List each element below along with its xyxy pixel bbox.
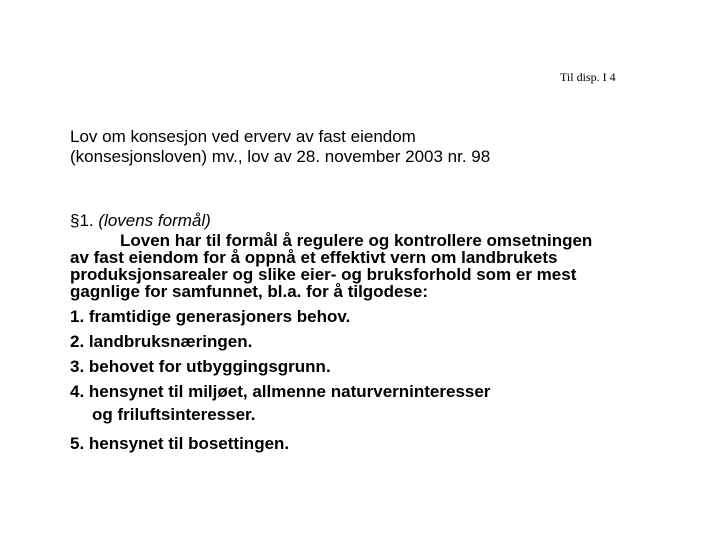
purpose-list bbox=[70, 304, 690, 456]
section-1 bbox=[70, 210, 690, 456]
list-item: 5. hensynet til bosettingen. bbox=[70, 434, 290, 453]
list-item-continuation: og friluftsinteresser. bbox=[92, 405, 256, 424]
list-item: 3. behovet for utbyggingsgrunn. bbox=[70, 357, 331, 376]
title-line-2: (konsesjonsloven) mv., lov av 28. november 2003 nr. 98 bbox=[70, 147, 491, 166]
list-item: 4. hensynet til miljøet, allmenne naturverninteresser bbox=[70, 382, 491, 401]
paragraph-line: produksjonsarealer og slike eier- og bruksforhold som er mest bbox=[70, 265, 577, 284]
paragraph-line: av fast eiendom for å oppnå et effektivt vern om landbrukets bbox=[70, 248, 558, 267]
list-item: 2. landbruksnæringen. bbox=[70, 332, 253, 351]
list-item: 1. framtidige generasjoners behov. bbox=[70, 307, 351, 326]
paragraph-line: Loven har til formål å regulere og kontrollere omsetningen bbox=[120, 231, 593, 250]
section-name: (lovens formål) bbox=[98, 211, 211, 230]
title-line-1: Lov om konsesjon ved erverv av fast eiendom bbox=[70, 127, 416, 146]
section-heading bbox=[70, 210, 690, 232]
section-paragraph bbox=[70, 232, 690, 300]
document-title bbox=[70, 127, 690, 167]
paragraph-line: gagnlige for samfunnet, bl.a. for å tilgodese: bbox=[70, 282, 428, 301]
slide-reference: Til disp. I 4 bbox=[560, 70, 616, 84]
section-number: §1. bbox=[70, 211, 94, 230]
